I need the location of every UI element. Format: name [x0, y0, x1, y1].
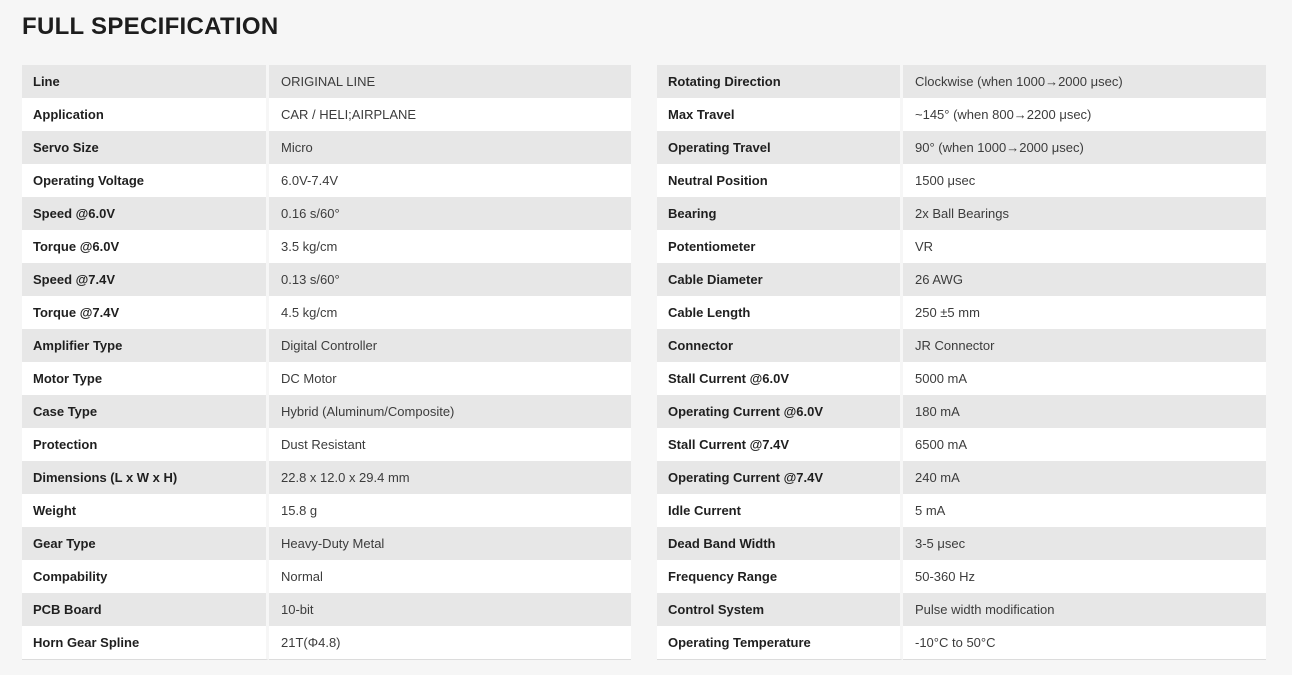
table-row — [22, 494, 631, 527]
table-row — [22, 65, 631, 98]
spec-label: Bearing — [657, 197, 903, 230]
spec-value: 3-5 μsec — [903, 527, 1266, 560]
table-row — [657, 329, 1266, 362]
spec-value: 1500 μsec — [903, 164, 1266, 197]
table-row — [22, 527, 631, 560]
table-row — [657, 593, 1266, 626]
spec-value: JR Connector — [903, 329, 1266, 362]
table-row — [657, 263, 1266, 296]
spec-value: 15.8 g — [269, 494, 631, 527]
spec-label: Control System — [657, 593, 903, 626]
table-row — [22, 263, 631, 296]
table-row — [22, 98, 631, 131]
spec-value: Micro — [269, 131, 631, 164]
spec-value: 5 mA — [903, 494, 1266, 527]
spec-value: 5000 mA — [903, 362, 1266, 395]
spec-label: Operating Temperature — [657, 626, 903, 660]
spec-value: CAR / HELI;AIRPLANE — [269, 98, 631, 131]
spec-value: 180 mA — [903, 395, 1266, 428]
spec-label: Torque @6.0V — [22, 230, 269, 263]
spec-value: 22.8 x 12.0 x 29.4 mm — [269, 461, 631, 494]
table-row — [22, 329, 631, 362]
table-row — [657, 560, 1266, 593]
spec-label: Line — [22, 65, 269, 98]
spec-label: Operating Current @7.4V — [657, 461, 903, 494]
table-row — [657, 131, 1266, 164]
spec-label: Rotating Direction — [657, 65, 903, 98]
spec-label: Dimensions (L x W x H) — [22, 461, 269, 494]
spec-label: Speed @7.4V — [22, 263, 269, 296]
spec-value: 4.5 kg/cm — [269, 296, 631, 329]
spec-label: Gear Type — [22, 527, 269, 560]
spec-label: Cable Length — [657, 296, 903, 329]
spec-value: DC Motor — [269, 362, 631, 395]
spec-value: 0.13 s/60° — [269, 263, 631, 296]
table-row — [22, 230, 631, 263]
spec-label: Operating Current @6.0V — [657, 395, 903, 428]
spec-label: Horn Gear Spline — [22, 626, 269, 660]
spec-label: Motor Type — [22, 362, 269, 395]
spec-label: Frequency Range — [657, 560, 903, 593]
spec-label: Case Type — [22, 395, 269, 428]
table-row — [657, 296, 1266, 329]
table-row — [657, 494, 1266, 527]
spec-value: 26 AWG — [903, 263, 1266, 296]
spec-value: ~145° (when 800→2200 μsec) — [903, 98, 1266, 131]
table-row — [22, 560, 631, 593]
table-row — [22, 164, 631, 197]
spec-value: Digital Controller — [269, 329, 631, 362]
table-row — [22, 428, 631, 461]
spec-table-right — [657, 65, 1266, 660]
table-row — [657, 428, 1266, 461]
spec-label: Connector — [657, 329, 903, 362]
spec-value: 3.5 kg/cm — [269, 230, 631, 263]
spec-label: Idle Current — [657, 494, 903, 527]
table-row — [657, 461, 1266, 494]
spec-value: 2x Ball Bearings — [903, 197, 1266, 230]
table-row — [657, 395, 1266, 428]
spec-value: Normal — [269, 560, 631, 593]
spec-label: Servo Size — [22, 131, 269, 164]
spec-label: Weight — [22, 494, 269, 527]
table-row — [657, 527, 1266, 560]
page-title: FULL SPECIFICATION — [22, 13, 279, 40]
spec-value: 10-bit — [269, 593, 631, 626]
spec-value: Pulse width modification — [903, 593, 1266, 626]
table-row — [657, 230, 1266, 263]
spec-value: ORIGINAL LINE — [269, 65, 631, 98]
spec-value: Dust Resistant — [269, 428, 631, 461]
spec-label: Amplifier Type — [22, 329, 269, 362]
spec-label: Application — [22, 98, 269, 131]
spec-label: Operating Travel — [657, 131, 903, 164]
spec-label: Dead Band Width — [657, 527, 903, 560]
spec-value: 6.0V-7.4V — [269, 164, 631, 197]
spec-label: PCB Board — [22, 593, 269, 626]
spec-label: Speed @6.0V — [22, 197, 269, 230]
spec-label: Stall Current @7.4V — [657, 428, 903, 461]
spec-value: Hybrid (Aluminum/Composite) — [269, 395, 631, 428]
table-row — [22, 296, 631, 329]
spec-label: Stall Current @6.0V — [657, 362, 903, 395]
spec-value: 6500 mA — [903, 428, 1266, 461]
spec-value: VR — [903, 230, 1266, 263]
spec-value: Heavy-Duty Metal — [269, 527, 631, 560]
table-row — [22, 362, 631, 395]
table-row — [657, 197, 1266, 230]
table-row — [22, 131, 631, 164]
spec-value: 90° (when 1000→2000 μsec) — [903, 131, 1266, 164]
spec-table-left — [22, 65, 631, 660]
spec-label: Operating Voltage — [22, 164, 269, 197]
spec-label: Potentiometer — [657, 230, 903, 263]
spec-value: 50-360 Hz — [903, 560, 1266, 593]
table-row — [657, 626, 1266, 660]
spec-value: 0.16 s/60° — [269, 197, 631, 230]
spec-label: Torque @7.4V — [22, 296, 269, 329]
table-row — [22, 461, 631, 494]
spec-value: 250 ±5 mm — [903, 296, 1266, 329]
spec-label: Neutral Position — [657, 164, 903, 197]
table-row — [22, 197, 631, 230]
spec-label: Protection — [22, 428, 269, 461]
spec-label: Compability — [22, 560, 269, 593]
table-row — [22, 593, 631, 626]
table-row — [22, 626, 631, 660]
table-row — [657, 362, 1266, 395]
spec-label: Max Travel — [657, 98, 903, 131]
table-row — [657, 65, 1266, 98]
table-row — [657, 164, 1266, 197]
spec-label: Cable Diameter — [657, 263, 903, 296]
spec-value: 240 mA — [903, 461, 1266, 494]
table-row — [657, 98, 1266, 131]
spec-value: -10°C to 50°C — [903, 626, 1266, 660]
spec-value: 21T(Φ4.8) — [269, 626, 631, 660]
spec-value: Clockwise (when 1000→2000 μsec) — [903, 65, 1266, 98]
table-row — [22, 395, 631, 428]
